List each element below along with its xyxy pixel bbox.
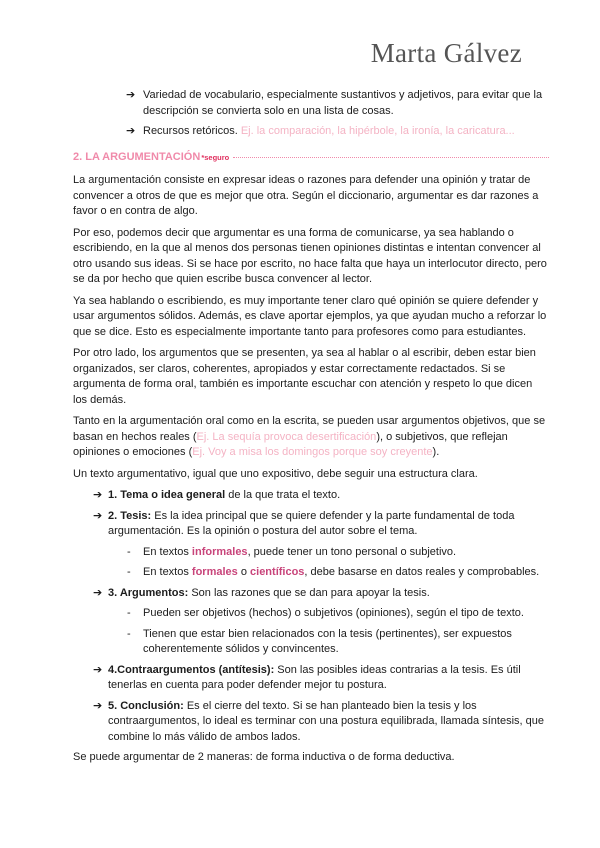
- item-text: Son las posibles ideas contrarias a la tesis. Es útil tenerlas en cuenta para poder defender mejor tu postura.: [108, 663, 521, 691]
- sub-item: [73, 606, 549, 622]
- paragraph: Por otro lado, los argumentos que se presenten, ya sea al hablar o al escribir, deben estar bien organizados, ser claros, coherentes, apropiados y estar correctamente redactados. Si se argumenta de forma oral, también es importante escuchar con atención y respeto lo que dicen los demás.: [73, 347, 536, 406]
- sub-item: [73, 545, 549, 561]
- dash-bullet: -: [127, 545, 131, 558]
- item-text: Es el cierre del texto. Si se han planteado bien la tesis y los contraargumentos, lo ideal es terminar con una postura equilibrada, llamada síntesis, que combine lo más válido de ambos lados.: [108, 699, 544, 743]
- dash-bullet: -: [127, 607, 131, 619]
- paragraph: La argumentación consiste en expresar ideas o razones para defender una opinión y tratar de convencer a otros de que es mejor que otra. Según el diccionario, argumentar es dar razones a favor o en contra de algo.: [73, 174, 539, 217]
- paragraph: Un texto argumentativo, igual que uno expositivo, debe seguir una estructura clara.: [73, 467, 478, 480]
- item-label: 2. Tesis:: [108, 509, 152, 522]
- highlight-term: científicos: [250, 566, 305, 578]
- dash-bullet: -: [127, 566, 131, 578]
- section-note: *seguro: [201, 152, 230, 162]
- structure-item-tema: [73, 488, 549, 504]
- list-item-text: Variedad de vocabulario, especialmente sustantivos y adjetivos, para evitar que la descripción se convierta solo en una lista de cosas.: [143, 89, 543, 117]
- paragraph: Se puede argumentar de 2 maneras: de forma inductiva o de forma deductiva.: [73, 751, 455, 763]
- paragraph: Por eso, podemos decir que argumentar es una forma de comunicarse, ya sea hablando o escribiendo, en la que al menos dos personas tienen opiniones distintas e intentan convencer al otro usando sus ideas. Si se hace por escrito, no hace falta que haya un interlocutor directo, pero se da por hecho que quien escribe busca convencer al lector.: [73, 226, 547, 285]
- item-label: 4.Contraargumentos (antítesis):: [108, 663, 275, 676]
- paragraph-text: ).: [432, 446, 440, 458]
- arrow-bullet-icon: ➔: [126, 125, 136, 137]
- paragraph-text: ), o subjetivos, que reflejan opiniones o emociones (: [73, 430, 508, 458]
- arrow-bullet-icon: ➔: [93, 489, 103, 501]
- item-text: de la que trata el texto.: [225, 489, 341, 501]
- highlight-term: formales: [191, 566, 238, 578]
- item-label: 1. Tema o idea general: [108, 489, 226, 501]
- example-text: Ej. La sequía provoca desertificación: [196, 430, 377, 443]
- item-label: 3. Argumentos:: [108, 586, 189, 599]
- features-list: [73, 88, 549, 140]
- sub-item-text: En textos: [143, 566, 192, 578]
- sub-item-text: , debe basarse en datos reales y comprobables.: [304, 566, 540, 578]
- structure-item-conclusion: [73, 699, 549, 746]
- example-text: Ej. la comparación, la hipérbole, la ironía, la caricatura...: [240, 125, 515, 137]
- paragraph: Ya sea hablando o escribiendo, es muy importante tener claro qué opinión se quiere defender y usar argumentos sólidos. Además, es clave aportar ejemplos, ya que ayudan mucho a reforzar lo que se dice. Esto es especialmente importante tanto para profesores como para estudiantes.: [73, 294, 547, 338]
- sub-item-text: , puede tener un tono personal o subjetivo.: [247, 545, 457, 558]
- arrow-bullet-icon: ➔: [93, 586, 103, 599]
- arrow-bullet-icon: ➔: [93, 663, 103, 676]
- arrow-bullet-icon: ➔: [126, 89, 136, 101]
- author-name: Marta Gálvez: [370, 38, 522, 68]
- item-text: Son las razones que se dan para apoyar la tesis.: [188, 586, 430, 599]
- list-item: [121, 88, 549, 119]
- structure-item-argumentos: [73, 586, 549, 602]
- paragraph-text: Tanto en la argumentación oral como en la escrita, se pueden usar argumentos objetivos, que se basan en hechos reales (: [73, 415, 546, 443]
- list-item: [121, 124, 549, 140]
- item-label: 5. Conclusión:: [108, 699, 184, 712]
- highlight-term: informales: [191, 545, 248, 558]
- sub-item-text: o: [237, 566, 251, 578]
- structure-item-contraargumentos: [73, 663, 549, 694]
- sub-item-text: Tienen que estar bien relacionados con la tesis (pertinentes), ser expuestos coherentemente sólidos y convincentes.: [143, 627, 512, 655]
- sub-item: [73, 627, 549, 658]
- sub-item-text: En textos: [143, 545, 192, 558]
- item-text: Es la idea principal que se quiere defender y la parte fundamental de toda argumentación. Es la opinión o postura del autor sobre el tema.: [108, 509, 515, 537]
- arrow-bullet-icon: ➔: [93, 509, 103, 522]
- arrow-bullet-icon: ➔: [93, 699, 103, 712]
- structure-item-tesis: [73, 509, 549, 540]
- sub-item-text: Pueden ser objetivos (hechos) o subjetivos (opiniones), según el tipo de texto.: [143, 607, 524, 619]
- sub-item: [73, 565, 549, 581]
- document-body: [73, 88, 549, 772]
- heading-dotted-rule: [233, 157, 549, 158]
- list-item-text: Recursos retóricos.: [143, 125, 241, 137]
- paragraph: [73, 414, 549, 461]
- section-title: 2. LA ARGUMENTACIÓN: [73, 150, 201, 163]
- dash-bullet: -: [127, 627, 131, 640]
- example-text: Ej. Voy a misa los domingos porque soy creyente: [192, 446, 433, 458]
- section-heading: [73, 150, 549, 166]
